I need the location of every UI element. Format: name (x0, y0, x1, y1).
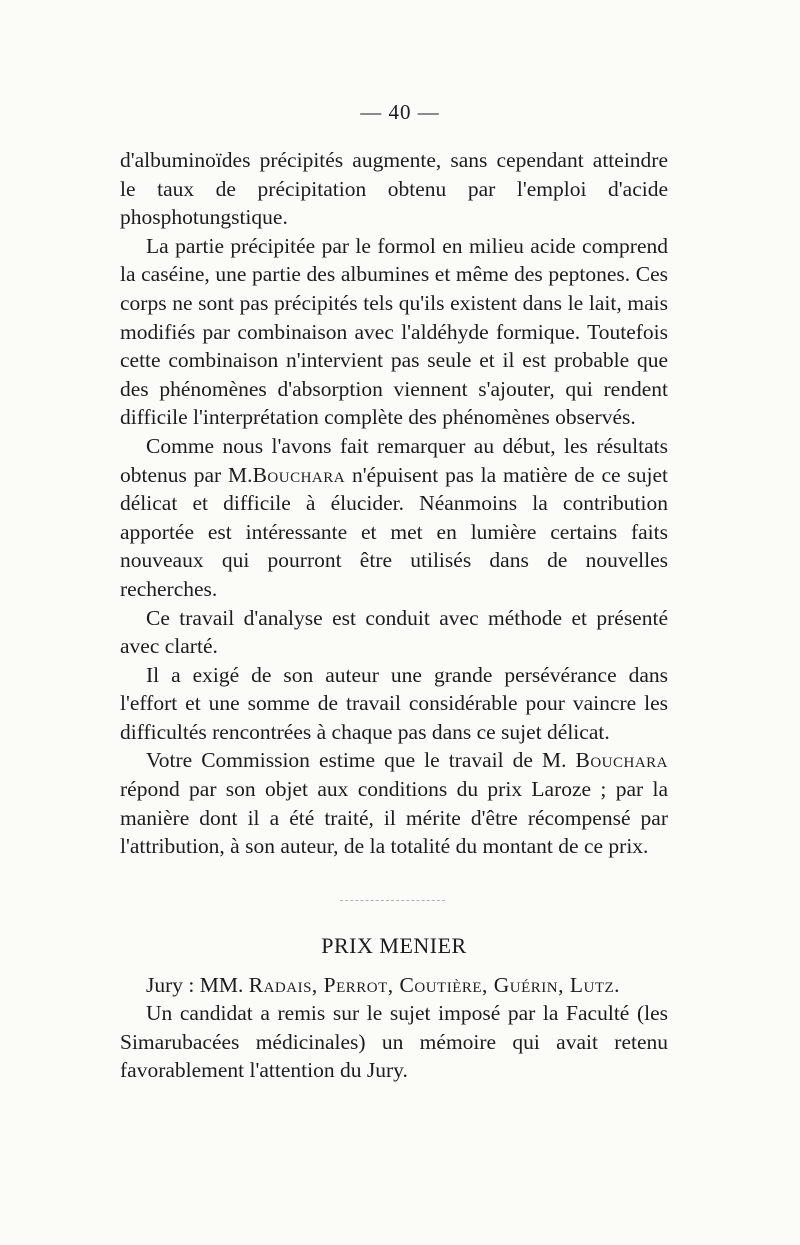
jury-names: Radais, Perrot, Coutière, Guérin, Lutz. (248, 972, 621, 997)
paragraph-6-text-start: Votre Commission estime que le travail de M. (146, 748, 567, 773)
body-text (120, 146, 668, 861)
paragraph-3-text-start: Comme nous l'avons fait remarquer au début, les résultats obtenus par M. (120, 433, 668, 487)
page-number: — 40 — (360, 100, 440, 124)
paragraph-5: Il a exigé de son auteur une grande persévérance dans l'effort et une somme de travail considérable pour vaincre les difficultés rencontrées à chaque pas dans ce sujet délicat. (120, 662, 668, 744)
prix-menier-section (120, 932, 668, 1085)
paragraph-1: d'albuminoïdes précipités augmente, sans cependant atteindre le taux de précipitation obtenu par l'emploi d'acide phosphotungstique. (120, 148, 668, 230)
jury-label: Jury : MM. (146, 972, 249, 997)
paragraph-2: La partie précipitée par le formol en milieu acide comprend la caséine, une partie des albumines et même des peptones. Ces corps ne sont pas précipités tels qu'ils existent dans le lait, mais modifiés par combinaison avec l'aldéhyde formique. Toutefois cette combinaison n'intervient pas seule et il est probable que des phénomènes d'absorption viennent s'ajouter, qui rendent difficile l'interprétation complète des phénomènes observés. (120, 233, 668, 430)
paragraph-6 (120, 746, 668, 860)
paragraph-3-text-end: n'épuisent pas la matière de ce sujet délicat et difficile à élucider. Néanmoins la contribution apportée est intéressante et met en lumière certains faits nouveaux qui pourront être utilisés dans de nouvelles recherches. (120, 462, 668, 601)
paragraph-6-text-end: répond par son objet aux conditions du prix Laroze ; par la manière dont il a été traité, il mérite d'être récompensé par l'attribution, à son auteur, de la totalité du montant de ce prix. (120, 777, 668, 859)
section-paragraph: Un candidat a remis sur le sujet imposé par la Faculté (les Simarubacées médicinales) un mémoire qui avait retenu favorablement l'attention du Jury. (120, 1001, 668, 1083)
section-separator (340, 900, 445, 901)
section-title: PRIX MENIER (321, 933, 467, 958)
author-name: Bouchara (252, 462, 346, 487)
author-name: Bouchara (575, 748, 669, 773)
paragraph-3 (120, 432, 668, 604)
jury-line (120, 971, 668, 1000)
paragraph-4: Ce travail d'analyse est conduit avec méthode et présenté avec clarté. (120, 605, 668, 659)
